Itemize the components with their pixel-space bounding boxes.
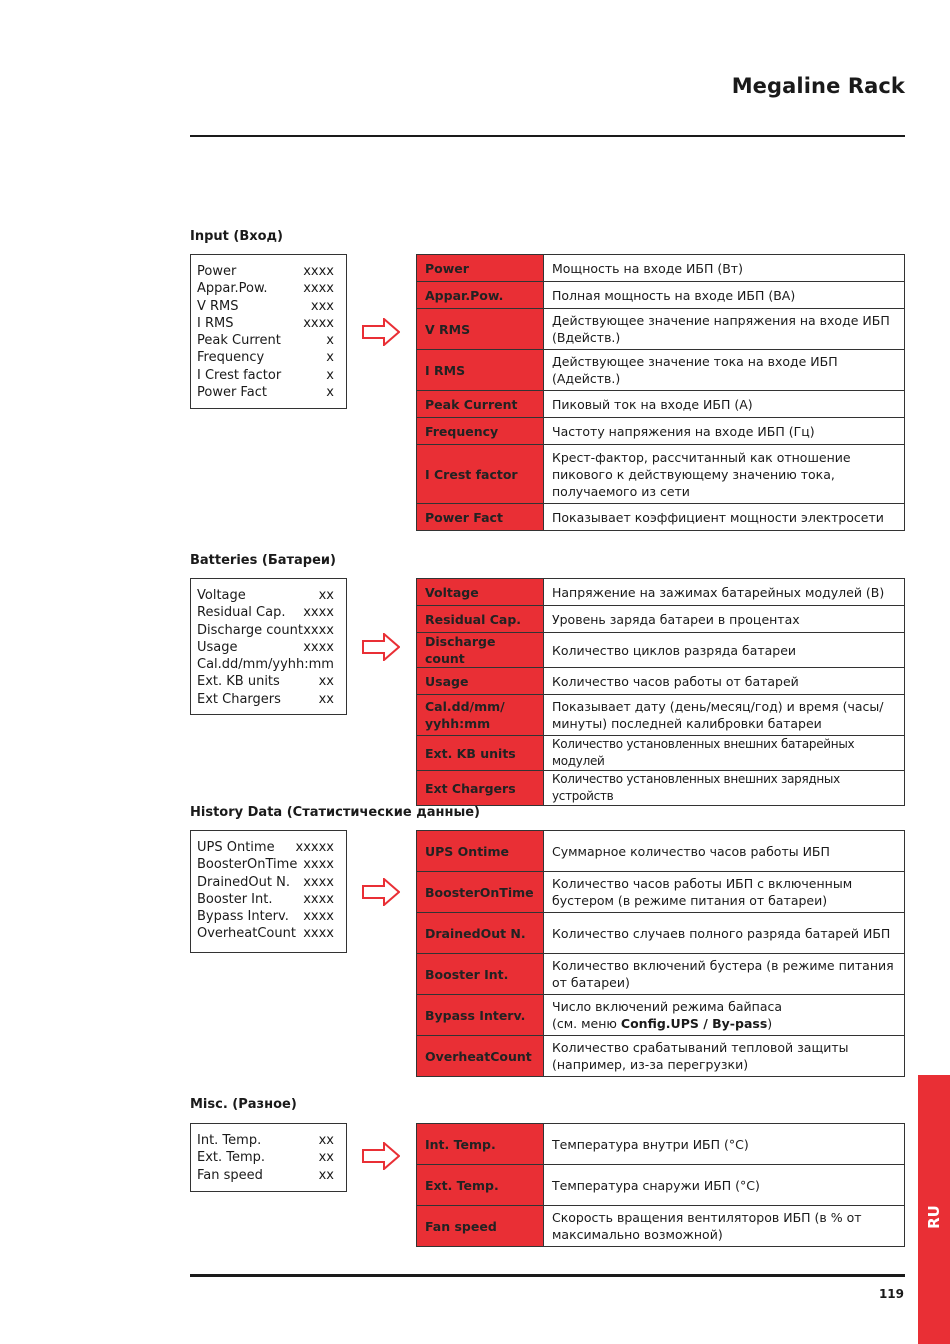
lcd-label: Booster Int. (197, 891, 273, 907)
desc-cell: Уровень заряда батареи в процентах (544, 606, 905, 633)
term-cell: Residual Cap. (417, 606, 544, 633)
desc-cell: Напряжение на зажимах батарейных модулей (В) (544, 579, 905, 606)
lcd-value: xxxx (303, 605, 334, 621)
lcd-row (197, 263, 334, 280)
table-row (417, 1206, 905, 1247)
table-row (417, 668, 905, 695)
lcd-value: xx (318, 1150, 334, 1166)
table-row (417, 995, 905, 1036)
header-rule (190, 135, 905, 137)
term-cell: Ext. KB units (417, 736, 544, 771)
term-cell: Int. Temp. (417, 1124, 544, 1165)
table-row (417, 1124, 905, 1165)
term-cell: Ext Chargers (417, 771, 544, 806)
table-input (416, 254, 905, 531)
section-title-history: History Data (Статистические данные) (190, 805, 480, 820)
lcd-row (197, 298, 334, 315)
term-cell: DrainedOut N. (417, 913, 544, 954)
desc-cell: Мощность на входе ИБП (Вт) (544, 255, 905, 282)
table-row (417, 913, 905, 954)
lcd-label: Frequency (197, 350, 265, 366)
term-cell: Fan speed (417, 1206, 544, 1247)
table-row (417, 1165, 905, 1206)
lcd-label: Voltage (197, 588, 246, 603)
table-row (417, 954, 905, 995)
lcd-value: xxxx (303, 874, 334, 890)
desc-cell: Показывает дату (день/месяц/год) и время (часы/минуты) последней калибровки батареи (544, 695, 905, 736)
lcd-value: xxxx (303, 639, 334, 655)
lcd-label: Ext. KB units (197, 674, 280, 690)
lcd-value: xxxxx (295, 840, 334, 855)
lcd-row (197, 639, 334, 656)
arrow-right-icon (362, 318, 400, 346)
lcd-label: DrainedOut N. (197, 874, 290, 890)
term-cell: V RMS (417, 309, 544, 350)
language-tab-label: RU (925, 1205, 943, 1229)
lcd-value: xx (318, 691, 334, 707)
term-cell: Usage (417, 668, 544, 695)
desc-cell: Суммарное количество часов работы ИБП (544, 831, 905, 872)
section-title-batteries: Batteries (Батареи) (190, 553, 336, 568)
desc-cell: Количество случаев полного разряда батарей ИБП (544, 913, 905, 954)
desc-cell: Количество установленных внешних батарейных модулей (544, 736, 905, 771)
desc-text: (см. меню (552, 1016, 621, 1031)
table-row (417, 579, 905, 606)
desc-cell: Крест-фактор, рассчитанный как отношение пикового к действующему значению тока, получаемого из сети (544, 445, 905, 504)
lcd-display-batteries (190, 578, 347, 715)
lcd-row (197, 925, 334, 942)
desc-cell: Температура внутри ИБП (°C) (544, 1124, 905, 1165)
table-row (417, 771, 905, 806)
lcd-row (197, 908, 334, 925)
table-row (417, 606, 905, 633)
table-row (417, 633, 905, 668)
lcd-value: xx (318, 588, 334, 603)
lcd-row (197, 1167, 334, 1184)
term-cell: OverheatCount (417, 1036, 544, 1077)
lcd-row (197, 691, 334, 708)
lcd-row (197, 656, 334, 673)
desc-cell (544, 995, 905, 1036)
table-row (417, 350, 905, 391)
lcd-value: xx (318, 674, 334, 690)
lcd-label: Ext Chargers (197, 691, 281, 707)
term-cell: Power Fact (417, 504, 544, 531)
lcd-label: OverheatCount (197, 926, 296, 942)
lcd-row (197, 622, 334, 639)
lcd-row (197, 384, 334, 401)
lcd-row (197, 1149, 334, 1166)
lcd-row (197, 891, 334, 908)
lcd-row (197, 315, 334, 332)
lcd-row (197, 332, 334, 349)
lcd-label: Int. Temp. (197, 1133, 262, 1148)
table-misc (416, 1123, 905, 1247)
desc-cell: Количество установленных внешних зарядных устройств (544, 771, 905, 806)
lcd-value: xxxx (303, 264, 334, 279)
term-cell: UPS Ontime (417, 831, 544, 872)
lcd-row (197, 587, 334, 604)
desc-cell: Количество часов работы ИБП с включенным бустером (в режиме питания от батареи) (544, 872, 905, 913)
menu-reference: Config.UPS / By-pass (620, 1016, 768, 1031)
lcd-row (197, 839, 334, 856)
desc-cell: Температура снаружи ИБП (°C) (544, 1165, 905, 1206)
table-row (417, 445, 905, 504)
arrow-right-icon (362, 878, 400, 906)
term-cell: Appar.Pow. (417, 282, 544, 309)
lcd-row (197, 856, 334, 873)
lcd-label: Cal.dd/mm/yyhh:mm (197, 657, 334, 673)
lcd-label: Ext. Temp. (197, 1150, 266, 1166)
table-row (417, 1036, 905, 1077)
lcd-row (197, 1132, 334, 1149)
desc-text: Число включений режима байпаса (552, 999, 783, 1014)
desc-cell: Скорость вращения вентиляторов ИБП (в % от максимально возможной) (544, 1206, 905, 1247)
desc-cell: Действующее значение тока на входе ИБП (Адейств.) (544, 350, 905, 391)
lcd-value: x (326, 333, 334, 349)
term-cell: Bypass Interv. (417, 995, 544, 1036)
arrow-right-icon (362, 633, 400, 661)
lcd-label: V RMS (197, 298, 239, 314)
desc-cell: Частоту напряжения на входе ИБП (Гц) (544, 418, 905, 445)
lcd-row (197, 280, 334, 297)
lcd-label: Power Fact (197, 385, 267, 401)
lcd-value: xx (318, 1167, 334, 1183)
table-batteries (416, 578, 905, 806)
lcd-value: xxxx (303, 622, 334, 638)
term-cell: Frequency (417, 418, 544, 445)
lcd-value: xxxx (303, 891, 334, 907)
desc-cell: Количество циклов разряда батареи (544, 633, 905, 668)
table-row (417, 695, 905, 736)
lcd-value: xxxx (303, 281, 334, 297)
lcd-value: xxx (310, 298, 334, 314)
lcd-label: Usage (197, 639, 238, 655)
desc-cell: Действующее значение напряжения на входе ИБП (Вдейств.) (544, 309, 905, 350)
language-tab (918, 1075, 950, 1344)
desc-cell: Полная мощность на входе ИБП (ВА) (544, 282, 905, 309)
lcd-label: Fan speed (197, 1167, 263, 1183)
desc-text: ) (767, 1016, 773, 1031)
table-row (417, 309, 905, 350)
lcd-display-input (190, 254, 347, 409)
lcd-label: Discharge count (197, 622, 303, 638)
lcd-value: xxxx (303, 909, 334, 925)
lcd-value: xx (318, 1133, 334, 1148)
lcd-value: x (326, 385, 334, 401)
term-cell: Discharge count (417, 633, 544, 668)
lcd-label: Peak Current (197, 333, 281, 349)
lcd-label: Residual Cap. (197, 605, 286, 621)
term-cell: Ext. Temp. (417, 1165, 544, 1206)
section-title-misc: Misc. (Разное) (190, 1097, 297, 1112)
lcd-row (197, 604, 334, 621)
term-cell: BoosterOnTime (417, 872, 544, 913)
table-row (417, 255, 905, 282)
table-row (417, 872, 905, 913)
lcd-label: BoosterOnTime (197, 857, 298, 873)
lcd-display-history (190, 830, 347, 953)
table-row (417, 831, 905, 872)
lcd-display-misc (190, 1123, 347, 1192)
lcd-label: Power (197, 264, 237, 279)
arrow-right-icon (362, 1142, 400, 1170)
lcd-label: Bypass Interv. (197, 909, 289, 925)
lcd-row (197, 367, 334, 384)
lcd-value: xxxx (303, 857, 334, 873)
term-cell: I Crest factor (417, 445, 544, 504)
term-cell: I RMS (417, 350, 544, 391)
desc-cell: Показывает коэффициент мощности электросети (544, 504, 905, 531)
desc-cell: Количество часов работы от батарей (544, 668, 905, 695)
lcd-label: Appar.Pow. (197, 281, 268, 297)
desc-cell: Количество включений бустера (в режиме питания от батареи) (544, 954, 905, 995)
term-cell: Booster Int. (417, 954, 544, 995)
desc-cell: Количество срабатываний тепловой защиты (например, из-за перегрузки) (544, 1036, 905, 1077)
page-number: 119 (878, 1287, 904, 1301)
table-history (416, 830, 905, 1077)
table-row (417, 504, 905, 531)
lcd-row (197, 673, 334, 690)
lcd-value: xxxx (303, 315, 334, 331)
desc-cell: Пиковый ток на входе ИБП (А) (544, 391, 905, 418)
lcd-row (197, 874, 334, 891)
table-row (417, 418, 905, 445)
term-cell: Voltage (417, 579, 544, 606)
lcd-label: I RMS (197, 315, 234, 331)
table-row (417, 736, 905, 771)
table-row (417, 391, 905, 418)
footer-rule (190, 1274, 905, 1277)
lcd-value: xxxx (303, 926, 334, 942)
lcd-value: x (326, 367, 334, 383)
section-title-input: Input (Вход) (190, 229, 283, 244)
lcd-value: x (326, 350, 334, 366)
lcd-label: UPS Ontime (197, 840, 275, 855)
term-cell: Power (417, 255, 544, 282)
lcd-label: I Crest factor (197, 367, 282, 383)
lcd-row (197, 349, 334, 366)
page-header-title: Megaline Rack (731, 74, 905, 98)
table-row (417, 282, 905, 309)
term-cell: Peak Current (417, 391, 544, 418)
term-cell: Cal.dd/mm/ yyhh:mm (417, 695, 544, 736)
